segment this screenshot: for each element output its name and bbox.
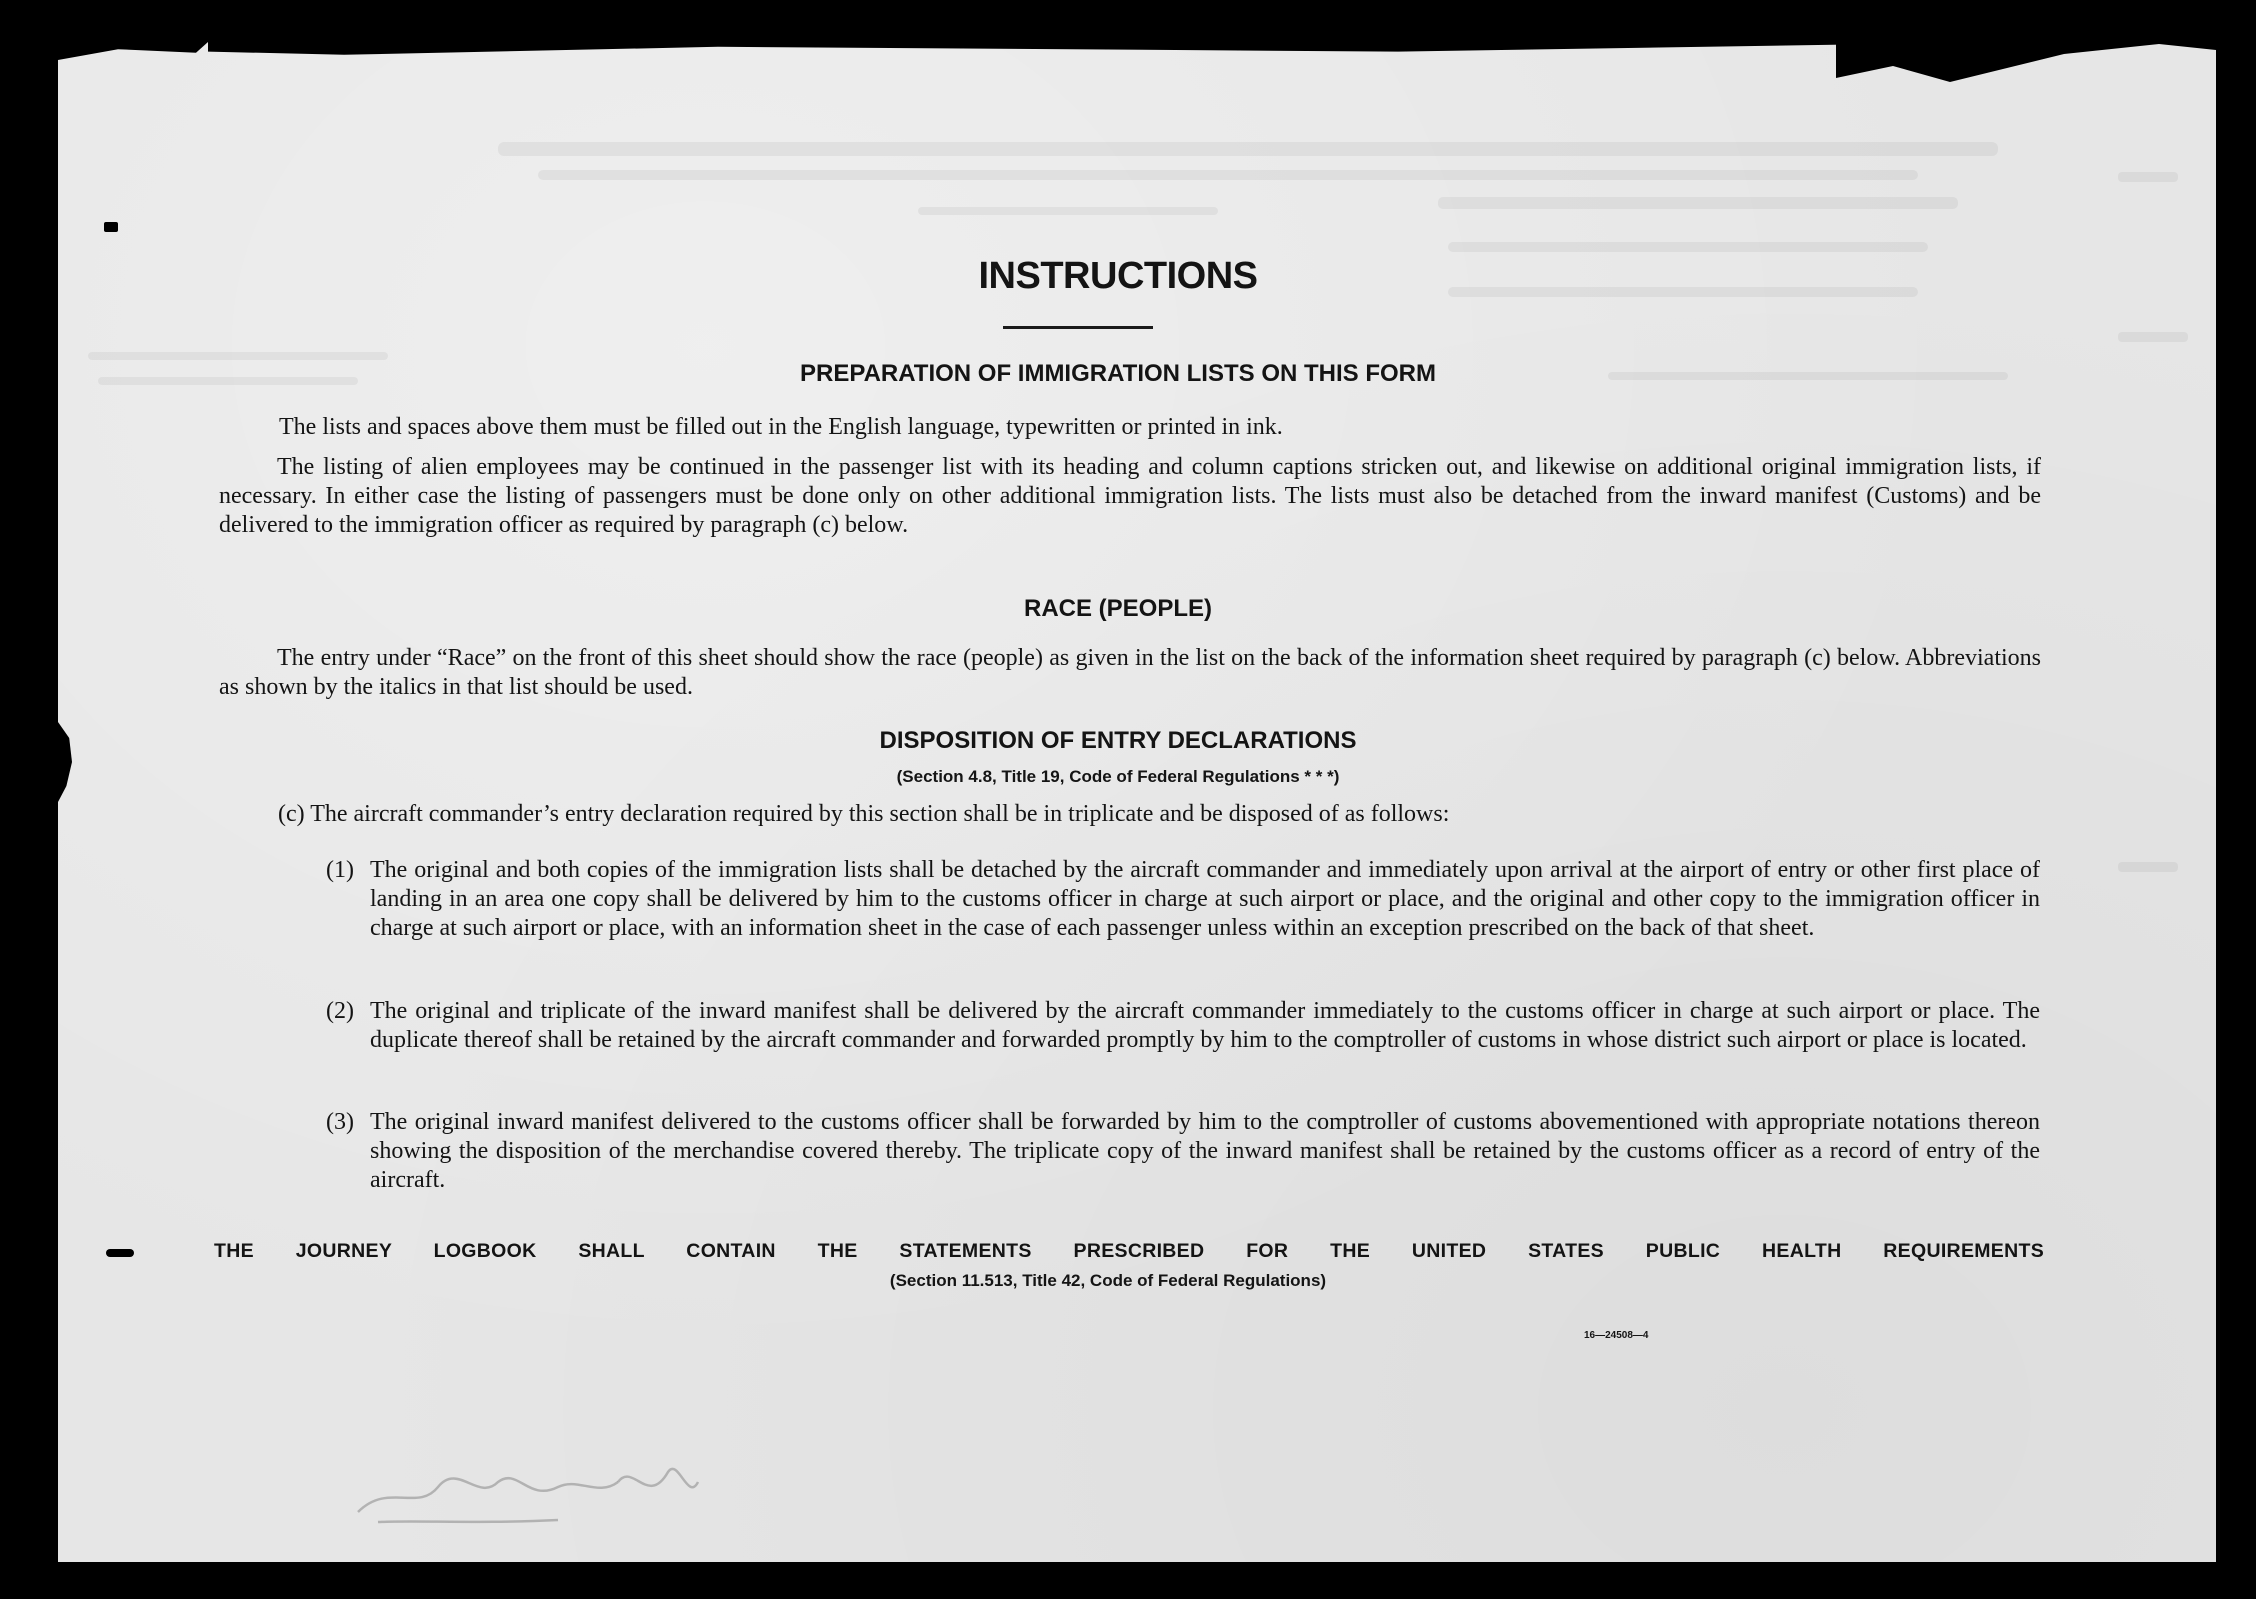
document-content [58,42,2216,1562]
list-item-text: The original inward manifest delivered to the customs officer shall be forwarded by him to the comptroller of customs abovementioned with appropriate notations thereon showing the disposition of the merchandise covered thereby. The triplicate copy of the inward manifest shall be retained by the customs officer as a record of entry of the aircraft. [370,1109,2040,1193]
section-heading-preparation: PREPARATION OF IMMIGRATION LISTS ON THIS FORM [800,360,1436,387]
list-item [326,997,2040,1055]
section-heading-race: RACE (PEOPLE) [1023,595,1212,622]
list-item-number: (1) [326,857,354,883]
list-item-number: (3) [326,1109,354,1135]
paragraph-disposition-intro: (c) The aircraft commander’s entry declaration required by this section shall be in triplicate and be disposed of as follows: [278,801,1450,827]
document-page [58,42,2216,1562]
footer-citation: (Section 11.513, Title 42, Code of Federal Regulations) [889,1271,1327,1290]
title-underline [1003,326,1153,329]
footer-statement: THE JOURNEY LOGBOOK SHALL CONTAIN THE STATEMENTS PRESCRIBED FOR THE UNITED STATES PUBLIC HEALTH REQUIREMENTS [214,1240,2044,1262]
form-code: 16—24508—4 [1584,1330,1649,1341]
list-item [326,856,2040,943]
paragraph-preparation-2: The listing of alien employees may be continued in the passenger list with its heading and column captions stricken out, and likewise on additional original immigration lists, if necessary. In either case the listing of passengers must be done only on other additional immigration lists. The lists must also be detached from the inward manifest (Customs) and be delivered to the immigration officer as required by paragraph (c) below. [219,454,2041,538]
page-title: INSTRUCTIONS [978,255,1258,297]
paragraph-race: The entry under “Race” on the front of this sheet should show the race (people) as given in the list on the back of the information sheet required by paragraph (c) below. Abbreviations as shown by the italics in that list should be used. [219,645,2041,700]
citation-disposition: (Section 4.8, Title 19, Code of Federal Regulations * * *) [896,767,1340,786]
list-item-text: The original and both copies of the immigration lists shall be detached by the aircraft commander and immediately upon arrival at the airport of entry or other first place of landing in an area one copy shall be delivered by him to the customs officer in charge at such airport or place, and the original and other copy to the immigration officer in charge at such airport or place, with an information sheet in the case of each passenger unless within an exception prescribed on the back of that sheet. [370,857,2040,941]
paragraph-preparation-1: The lists and spaces above them must be filled out in the English language, typewritten or printed in ink. [279,414,1283,440]
list-item [326,1108,2040,1195]
list-item-text: The original and triplicate of the inward manifest shall be delivered by the aircraft commander immediately to the customs officer in charge at such airport or place. The duplicate thereof shall be retained by the aircraft commander and forwarded promptly by him to the comptroller of customs in whose district such airport or place is located. [370,998,2040,1053]
section-heading-disposition: DISPOSITION OF ENTRY DECLARATIONS [879,727,1357,754]
list-item-number: (2) [326,998,354,1024]
